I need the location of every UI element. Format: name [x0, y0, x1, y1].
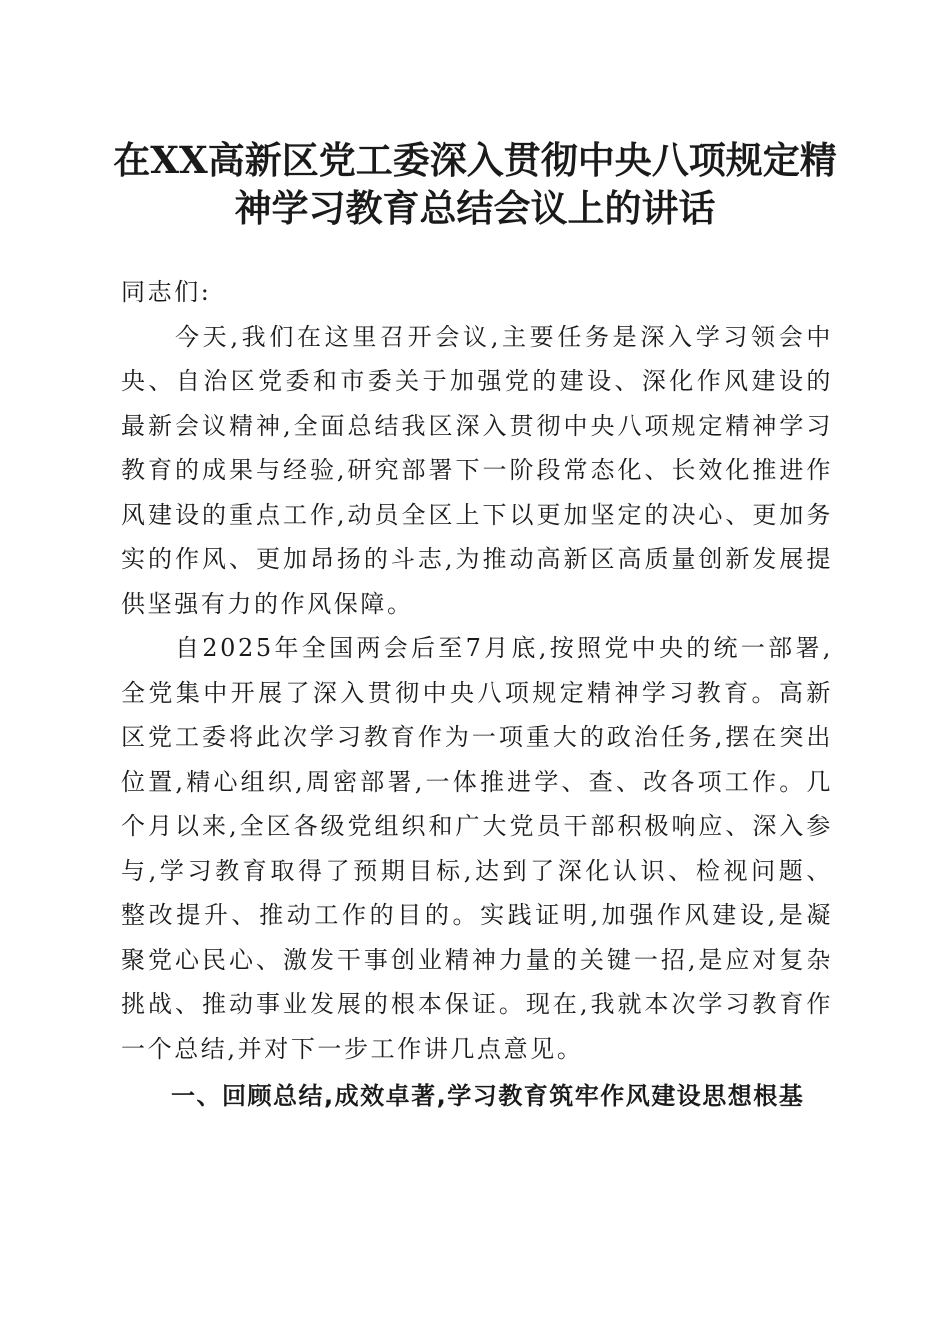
salutation: 同志们: [121, 278, 212, 306]
paragraph-opening: 今天,我们在这里召开会议,主要任务是深入学习领会中央、自治区党委和市委关于加强党的建设、深化作风建设的最新会议精神,全面总结我区深入贯彻中央八项规定精神学习教育的成果与经验,研究部署下一阶段常态化、长效化推进作风建设的重点工作,动员全区上下以更加坚定的决心、更加务实的作风、更加昂扬的斗志,为推动高新区高质量创新发展提供坚强有力的作风保障。 [121, 322, 833, 618]
document-body [121, 270, 833, 1119]
paragraph-background: 自2025年全国两会后至7月底,按照党中央的统一部署,全党集中开展了深入贯彻中央八项规定精神学习教育。高新区党工委将此次学习教育作为一项重大的政治任务,摆在突出位置,精心组织,周密部署,一体推进学、查、改各项工作。几个月以来,全区各级党组织和广大党员干部积极响应、深入参与,学习教育取得了预期目标,达到了深化认识、检视问题、整改提升、推动工作的目的。实践证明,加强作风建设,是凝聚党心民心、激发干事创业精神力量的关键一招,是应对复杂挑战、推动事业发展的根本保证。现在,我就本次学习教育作一个总结,并对下一步工作讲几点意见。 [121, 634, 833, 1063]
section-heading: 一、回顾总结,成效卓著,学习教育筑牢作风建设思想根基 [171, 1082, 805, 1110]
document-title: 在XX高新区党工委深入贯彻中央八项规定精神学习教育总结会议上的讲话 [113, 138, 837, 230]
